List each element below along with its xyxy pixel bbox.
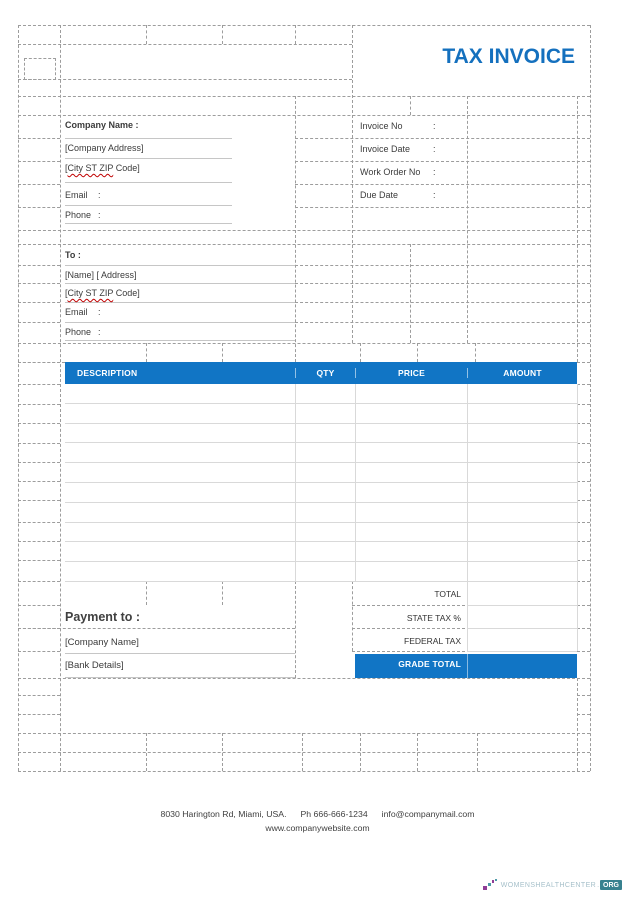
grid-line [467,628,577,629]
items-table-header [65,362,577,384]
footer-phone: Ph 666-666-1234 [300,809,368,819]
grid-line [18,423,60,424]
logo-dot: . [597,881,600,889]
grid-line [577,581,578,651]
grid-line [18,500,60,501]
bill-to-heading: To : [65,250,81,260]
grid-line [18,322,60,323]
grid-line [577,322,590,323]
grid-line [590,25,591,771]
grid-line [467,96,468,343]
grid-line [295,138,590,139]
grid-line [295,302,590,303]
grid-line [18,541,60,542]
grid-line [18,481,60,482]
item-row [65,384,577,404]
column-header-description: DESCRIPTION [77,368,138,378]
field-underline [65,677,295,678]
grand-total-row [355,654,577,678]
grid-line [577,161,590,162]
grid-line [295,283,590,284]
grid-line [18,161,60,162]
grid-line [18,560,60,561]
grid-line [222,581,223,605]
bill-to-city-prefix: [ [65,288,68,298]
seller-city-misspelled: City ST ZIP [67,163,114,173]
footer-website: www.companywebsite.com [265,823,370,833]
grid-line [295,581,296,678]
field-underline [65,223,232,224]
grid-line [577,384,578,581]
page-title: TAX INVOICE [442,45,575,68]
grid-line [467,651,577,652]
grid-line [577,404,590,405]
grid-line [410,244,411,343]
seller-address: [Company Address] [65,143,144,153]
invoice-no-field: Invoice No : [360,121,436,131]
field-underline [65,302,295,303]
footer [0,807,635,835]
grid-line [577,605,590,606]
field-underline [65,138,232,139]
grid-line [577,138,590,139]
grid-line [295,265,590,266]
grid-line [18,138,60,139]
grid-line [577,500,590,501]
grid-line [18,96,590,97]
field-underline [65,322,295,323]
due-date-field: Due Date : [360,190,436,200]
payment-company-name: [Company Name] [65,637,139,648]
grid-line [18,752,590,753]
field-underline [65,182,232,183]
grid-line [146,343,147,362]
grid-line [146,25,147,44]
grid-line [18,79,352,80]
grid-line [577,522,590,523]
item-row [65,483,577,503]
grid-line [18,443,60,444]
grid-line [577,265,590,266]
grid-line [18,44,352,45]
grid-line [577,384,590,385]
grid-line [18,283,60,284]
grid-line [60,25,61,771]
bill-to-city-suffix: Code] [113,288,140,298]
grid-line [295,161,590,162]
grid-line [577,695,590,696]
logo-org-badge: ORG [600,880,622,890]
grid-line [222,25,223,44]
grid-line [18,115,590,116]
seller-city-suffix: Code] [113,163,140,173]
field-underline [65,340,295,341]
seller-city-prefix: [ [65,163,68,173]
logo-text: WOMENSHEALTHCENTER [500,881,597,889]
items-table-body [65,384,577,582]
grid-line [577,651,590,652]
grid-line [475,343,476,362]
field-underline [65,283,295,284]
seller-email-label: Email : [65,190,101,200]
grid-line [18,404,60,405]
payment-to-heading: Payment to : [65,610,141,624]
grid-line [18,695,60,696]
seller-name-label: Company Name : [65,120,139,130]
grid-line [577,560,590,561]
grand-total-label: GRADE TOTAL [398,659,461,669]
grid-line [18,714,60,715]
column-header-price: PRICE [355,368,467,378]
grid-line [577,207,590,208]
grid-line [222,343,223,362]
bill-to-email-label: Email : [65,307,101,317]
grid-line [295,25,296,44]
field-underline [65,265,295,266]
grid-line [577,302,590,303]
grid-line [18,244,590,245]
logo-placeholder-box [24,58,56,80]
grid-line [467,605,577,606]
footer-contact-line [0,807,635,821]
column-header-qty: QTY [295,368,355,378]
grid-line [18,25,19,771]
logo-dots-icon [482,878,498,892]
federal-tax-label: FEDERAL TAX [404,636,461,646]
item-row [65,562,577,581]
item-row [65,443,577,463]
grid-line [360,343,361,362]
grid-line [577,462,590,463]
grid-line [295,207,590,208]
grid-line [417,343,418,362]
bill-to-city [65,286,140,300]
invoice-date-field: Invoice Date : [360,144,436,154]
brand-logo [482,876,622,894]
state-tax-label: STATE TAX % [406,613,461,623]
grid-line [18,628,60,629]
footer-email: info@companymail.com [381,809,475,819]
bill-to-name-address: [Name] [ Address] [65,270,137,280]
column-header-amount: AMOUNT [467,368,577,378]
grid-line [146,581,147,605]
grid-line [410,96,411,115]
grid-line [18,771,590,772]
grid-line [577,443,590,444]
grid-line [577,481,590,482]
grid-line [577,628,590,629]
grid-line [577,423,590,424]
grand-total-divider [467,654,468,678]
field-underline [65,205,232,206]
item-row [65,463,577,483]
grid-line [18,302,60,303]
item-row [65,424,577,444]
grid-line [577,283,590,284]
total-label: TOTAL [434,589,461,599]
grid-line [18,651,60,652]
grid-line [577,184,590,185]
grid-line [577,541,590,542]
seller-phone-label: Phone : [65,210,101,220]
grid-line [18,230,590,231]
grid-line [577,581,590,582]
item-row [65,503,577,523]
grid-line [295,184,590,185]
grid-line [18,343,590,344]
grid-line [295,322,590,323]
grid-line [18,462,60,463]
bill-to-phone-label: Phone : [65,327,101,337]
grid-line [18,384,60,385]
item-row [65,523,577,543]
grid-line [18,362,60,363]
grid-line [18,25,590,26]
work-order-no-field: Work Order No : [360,167,436,177]
item-row [65,404,577,424]
grid-line [18,265,60,266]
grid-line [467,581,468,651]
grid-line [18,678,590,679]
grid-line [18,581,60,582]
grid-line [577,714,590,715]
footer-address: 8030 Harington Rd, Miami, USA. [160,809,287,819]
grid-line [577,362,590,363]
grid-line [18,733,590,734]
field-underline [65,653,295,654]
seller-city [65,161,140,175]
grid-line [18,522,60,523]
grid-line [18,184,60,185]
field-underline [65,158,232,159]
grid-line [18,207,60,208]
payment-bank-details: [Bank Details] [65,660,124,671]
grid-line [577,678,578,771]
item-row [65,542,577,562]
bill-to-city-misspelled: City ST ZIP [67,288,114,298]
grid-line [18,605,60,606]
